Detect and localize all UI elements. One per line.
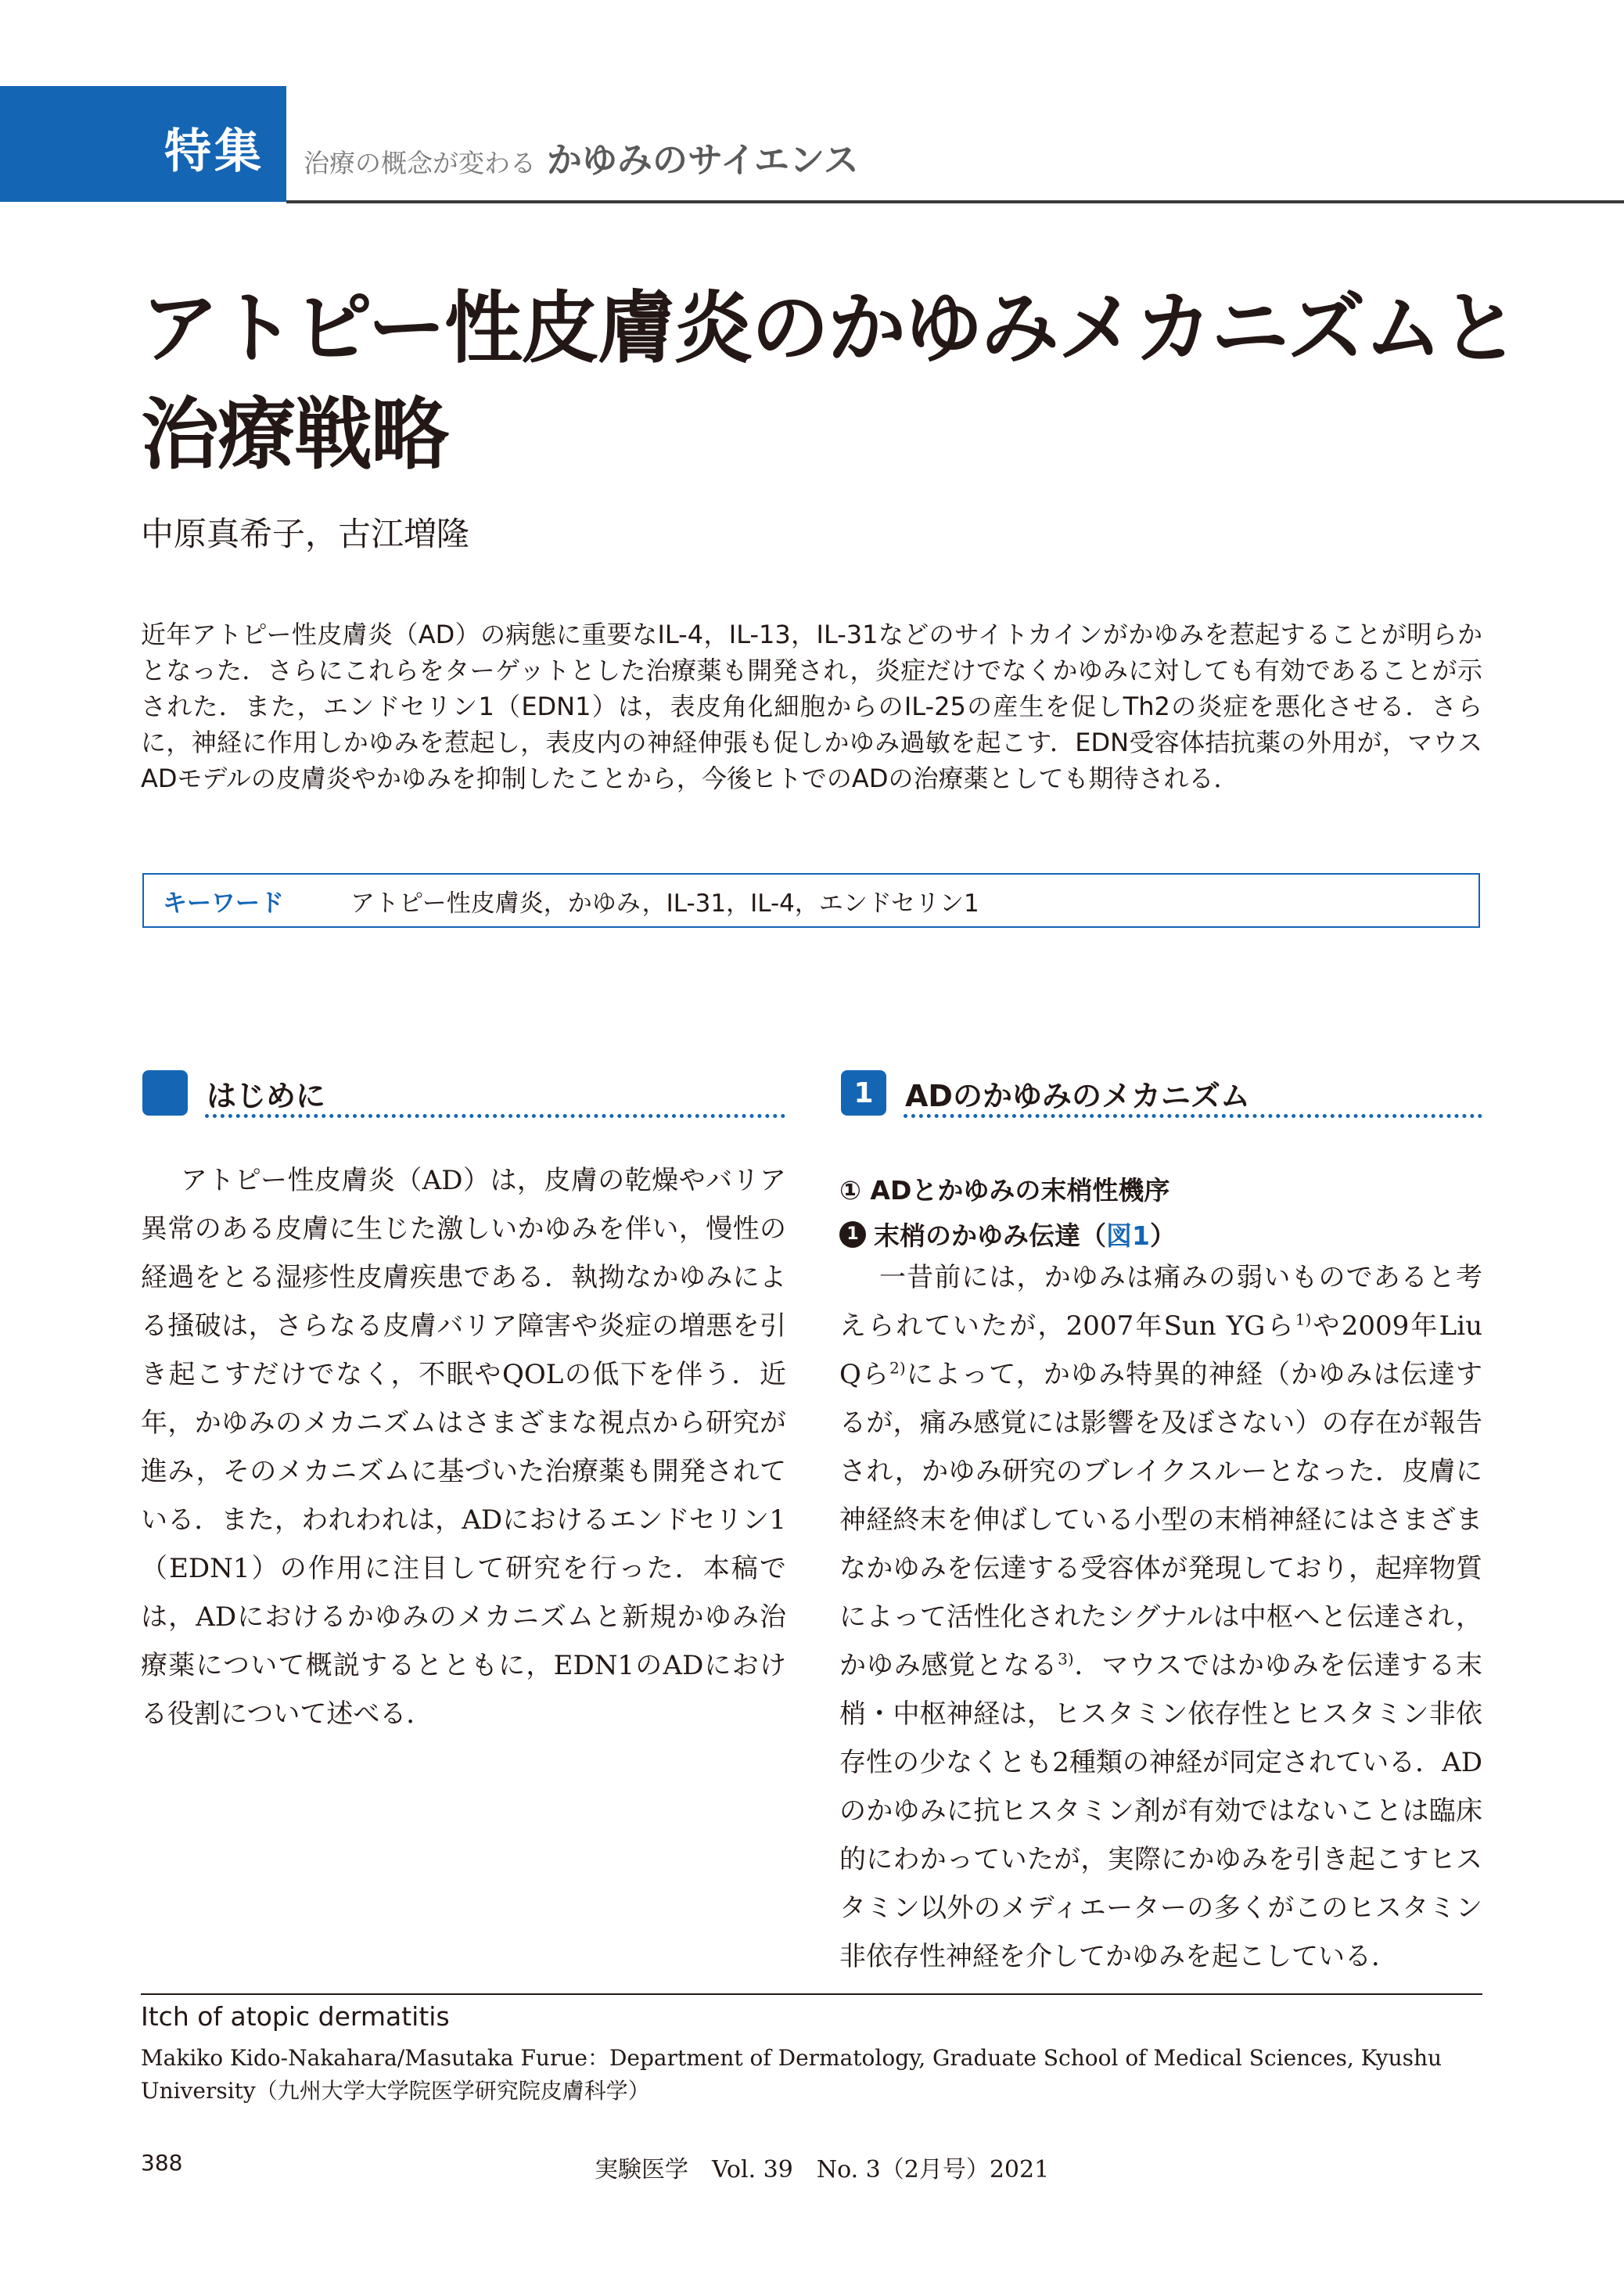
- intro-dotted-rule: [205, 1114, 785, 1118]
- keywords-label: キーワード: [163, 889, 284, 918]
- subsubsection-heading: [839, 1216, 1176, 1253]
- citation-2[interactable]: 2): [889, 1358, 906, 1378]
- keywords-text: アトピー性皮膚炎，かゆみ，IL-31，IL-4，エンドセリン1: [350, 889, 979, 918]
- section1-body-part-b: や2009年Liu Qら: [839, 1310, 1482, 1390]
- citation-1[interactable]: 1): [1295, 1310, 1312, 1329]
- subsubsection-title-close: ）: [1149, 1220, 1176, 1251]
- abstract: 近年アトピー性皮膚炎（AD）の病態に重要なIL-4，IL-13，IL-31などのサイトカインがかゆみを惹起することが明らかとなった．さらにこれらをターゲットとした治療薬も開発され，炎症だけでなくかゆみに対しても有効であることが示された．また，エンドセリン1（EDN1）は，表皮角化細胞からのIL-25の産生を促しTh2の炎症を悪化させる．さらに，神経に作用しかゆみを惹起し，表皮内の神経伸張も促しかゆみ過敏を起こす．EDN受容体拮抗薬の外用が，マウスADモデルの皮膚炎やかゆみを抑制したことから，今後ヒトでのADの治療薬としても期待される．: [141, 620, 1482, 793]
- section1-body-part-a: 一昔前には，かゆみは痛みの弱いものであると考えられていたが，2007年Sun YGら: [839, 1262, 1482, 1342]
- footer-rule: [141, 1993, 1482, 1995]
- section1-dotted-rule: [904, 1114, 1482, 1118]
- section1-body-part-c: によって，かゆみ特異的神経（かゆみは伝達するが，痛み感覚には影響を及ぼさない）の存在が報告され，かゆみ研究のブレイクスルーとなった．皮膚に神経終末を伸ばしている小型の末梢神経にはさまざまなかゆみを伝達する受容体が発現しており，起痒物質によって活性化されたシグナルは中枢へと伝達され，かゆみ感覚となる: [839, 1359, 1483, 1681]
- subsubsection-title: 末梢のかゆみ伝達（: [874, 1220, 1106, 1251]
- section1-body: [839, 1253, 1482, 1981]
- header-rule: [286, 200, 1624, 203]
- subsection-heading: ① ADとかゆみの末梢性機序: [839, 1175, 1170, 1206]
- feature-label: 特集: [164, 124, 264, 179]
- section1-body-part-d: ．マウスではかゆみを伝達する末梢・中枢神経は，ヒスタミン依存性とヒスタミン非依存性の少なくとも2種類の神経が同定されている．ADのかゆみに抗ヒスタミン剤が有効ではないことは臨床的にわかっていたが，実際にかゆみを引き起こすヒスタミン以外のメディエーターの多くがこのヒスタミン非依存性神経を介してかゆみを起こしている．: [839, 1650, 1482, 1972]
- feature-subtitle-prefix: 治療の概念が変わる: [304, 148, 536, 178]
- keywords-box: [142, 873, 1480, 928]
- figure-reference-link[interactable]: 図1: [1106, 1220, 1150, 1251]
- citation-3[interactable]: 3): [1058, 1649, 1074, 1669]
- feature-subtitle: [304, 131, 859, 182]
- intro-heading: [142, 1070, 325, 1116]
- journal-citation: 実験医学 Vol. 39 No. 3（2月号）2021: [595, 2156, 1050, 2183]
- page-number: 388: [141, 2150, 183, 2176]
- feature-series-title: かゆみのサイエンス: [547, 139, 859, 181]
- intro-section-marker: [142, 1070, 188, 1116]
- author-affiliation: Makiko Kido-Nakahara/Masutaka Furue：Department of Dermatology, Graduate School of Medical Sciences, Kyushu University（九州大学大学院医学研究院皮膚科学）: [141, 2045, 1443, 2104]
- section1-heading-title: ADのかゆみのメカニズム: [905, 1078, 1250, 1113]
- section1-number-badge: 1: [841, 1070, 886, 1116]
- intro-heading-title: はじめに: [207, 1078, 326, 1113]
- article-title: アトピー性皮膚炎のかゆみメカニズムと治療戦略: [141, 282, 1518, 480]
- article-authors: 中原真希子，古江増隆: [141, 515, 470, 553]
- english-title: Itch of atopic dermatitis: [141, 2001, 450, 2032]
- intro-body: アトピー性皮膚炎（AD）は，皮膚の乾燥やバリア異常のある皮膚に生じた激しいかゆみを伴い，慢性の経過をとる湿疹性皮膚疾患である．執拗なかゆみによる掻破は，さらなる皮膚バリア障害や炎症の増悪を引き起こすだけでなく，不眠やQOLの低下を伴う．近年，かゆみのメカニズムはさまざまな視点から研究が進み，そのメカニズムに基づいた治療薬も開発されている．また，われわれは，ADにおけるエンドセリン1（EDN1）の作用に注目して研究を行った．本稿では，ADにおけるかゆみのメカニズムと新規かゆみ治療薬について概説するとともに，EDN1のADにおける役割について述べる．: [141, 1165, 786, 1730]
- section1-heading: [841, 1070, 1250, 1116]
- subsubsection-number-icon: 1: [839, 1221, 866, 1248]
